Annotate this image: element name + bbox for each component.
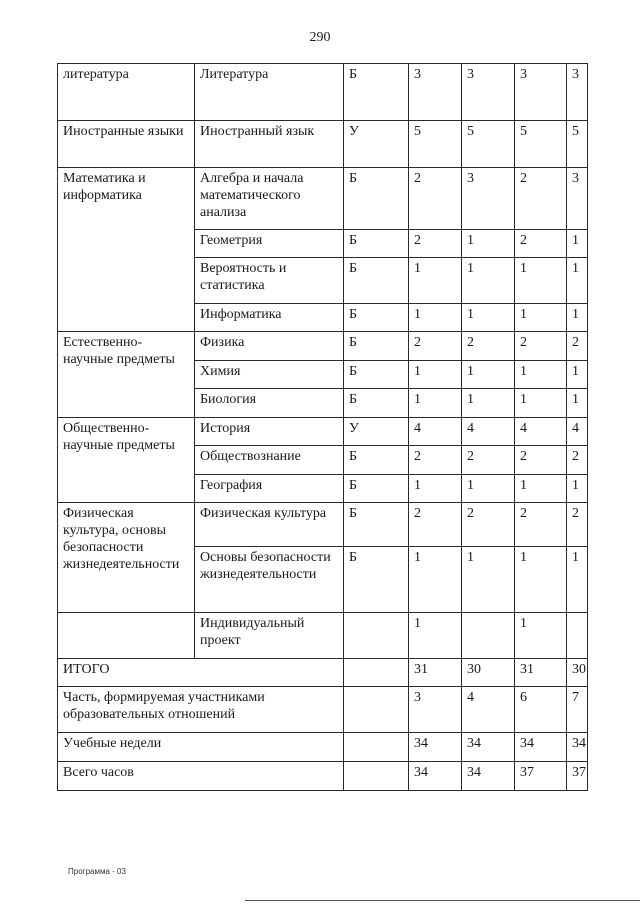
hours-cell-3: 3: [515, 64, 567, 121]
table-row: [58, 503, 588, 547]
level-cell: Б: [344, 547, 409, 613]
hours-cell-4: 1: [567, 547, 588, 613]
hours-cell-3: 1: [515, 475, 567, 503]
hours-cell-1: 1: [409, 547, 462, 613]
hours-cell-4: 2: [567, 503, 588, 547]
subject-cell: Химия: [195, 361, 344, 389]
hours-cell-1: 1: [409, 361, 462, 389]
hours-cell-1: 1: [409, 613, 462, 659]
hours-cell-1: 5: [409, 121, 462, 168]
subject-cell: Основы безопасности жизнедеятельности: [195, 547, 344, 613]
total-cell-4: 34: [567, 733, 588, 762]
level-cell: У: [344, 121, 409, 168]
hours-cell-3: 1: [515, 389, 567, 418]
total-row: [58, 687, 588, 733]
level-cell: У: [344, 418, 409, 446]
hours-cell-4: 1: [567, 230, 588, 258]
hours-cell-3: 1: [515, 361, 567, 389]
hours-cell-1: 2: [409, 332, 462, 361]
hours-cell-1: 1: [409, 475, 462, 503]
table-row: [58, 121, 588, 168]
hours-cell-1: 2: [409, 503, 462, 547]
hours-cell-2: 2: [462, 332, 515, 361]
hours-cell-4: [567, 613, 588, 659]
hours-cell-2: 1: [462, 547, 515, 613]
total-cell-1: 34: [409, 733, 462, 762]
total-row: [58, 733, 588, 762]
subject-cell: Геометрия: [195, 230, 344, 258]
hours-cell-1: 2: [409, 230, 462, 258]
subject-cell: Физическая культура: [195, 503, 344, 547]
total-row: [58, 762, 588, 791]
total-cell-4: 7: [567, 687, 588, 733]
hours-cell-2: 2: [462, 446, 515, 475]
empty-level-cell: [344, 687, 409, 733]
hours-cell-2: 1: [462, 304, 515, 332]
subject-area-cell: Математика и информатика: [58, 168, 195, 332]
total-label: Учебные недели: [58, 733, 344, 762]
hours-cell-2: 1: [462, 361, 515, 389]
level-cell: [344, 613, 409, 659]
level-cell: Б: [344, 503, 409, 547]
empty-level-cell: [344, 659, 409, 687]
table-row: [58, 613, 588, 659]
hours-cell-1: 1: [409, 258, 462, 304]
level-cell: Б: [344, 258, 409, 304]
hours-cell-4: 2: [567, 446, 588, 475]
empty-level-cell: [344, 733, 409, 762]
subject-cell: Физика: [195, 332, 344, 361]
hours-cell-3: 1: [515, 613, 567, 659]
hours-cell-1: 2: [409, 168, 462, 230]
total-cell-1: 3: [409, 687, 462, 733]
hours-cell-4: 4: [567, 418, 588, 446]
subject-cell: Информатика: [195, 304, 344, 332]
total-label: Всего часов: [58, 762, 344, 791]
hours-cell-3: 2: [515, 332, 567, 361]
total-label: Часть, формируемая участниками образовательных отношений: [58, 687, 344, 733]
hours-cell-2: 1: [462, 389, 515, 418]
table-row: [58, 332, 588, 361]
subject-area-cell: Иностранные языки: [58, 121, 195, 168]
hours-cell-3: 1: [515, 304, 567, 332]
level-cell: Б: [344, 304, 409, 332]
table-row: [58, 168, 588, 230]
hours-cell-3: 1: [515, 547, 567, 613]
total-cell-3: 6: [515, 687, 567, 733]
hours-cell-1: 1: [409, 304, 462, 332]
total-cell-3: 37: [515, 762, 567, 791]
hours-cell-2: 3: [462, 168, 515, 230]
subject-cell: Литература: [195, 64, 344, 121]
total-cell-3: 34: [515, 733, 567, 762]
hours-cell-3: 2: [515, 446, 567, 475]
level-cell: Б: [344, 389, 409, 418]
hours-cell-3: 4: [515, 418, 567, 446]
total-cell-1: 31: [409, 659, 462, 687]
hours-cell-3: 2: [515, 168, 567, 230]
total-cell-2: 4: [462, 687, 515, 733]
hours-cell-1: 2: [409, 446, 462, 475]
table-row: [58, 418, 588, 446]
level-cell: Б: [344, 332, 409, 361]
hours-cell-1: 1: [409, 389, 462, 418]
page-number: 290: [309, 30, 331, 45]
hours-cell-2: 1: [462, 475, 515, 503]
subject-area-cell: Общественно-научные предметы: [58, 418, 195, 503]
total-cell-2: 34: [462, 733, 515, 762]
subject-area-cell: Физическая культура, основы безопасности жизнедеятельности: [58, 503, 195, 613]
hours-cell-1: 3: [409, 64, 462, 121]
total-label: ИТОГО: [58, 659, 344, 687]
hours-cell-1: 4: [409, 418, 462, 446]
scan-edge-line: [245, 900, 640, 901]
footer-program-code: Программа - 03: [68, 867, 126, 876]
total-cell-2: 34: [462, 762, 515, 791]
level-cell: Б: [344, 168, 409, 230]
hours-cell-2: 2: [462, 503, 515, 547]
hours-cell-3: 2: [515, 230, 567, 258]
subject-area-cell: литература: [58, 64, 195, 121]
subject-cell: Индивидуальный проект: [195, 613, 344, 659]
curriculum-table: [57, 63, 588, 791]
subject-cell: Обществознание: [195, 446, 344, 475]
level-cell: Б: [344, 475, 409, 503]
hours-cell-2: 4: [462, 418, 515, 446]
hours-cell-3: 5: [515, 121, 567, 168]
subject-area-cell: [58, 613, 195, 659]
level-cell: Б: [344, 230, 409, 258]
hours-cell-3: 2: [515, 503, 567, 547]
total-cell-4: 37: [567, 762, 588, 791]
hours-cell-4: 1: [567, 361, 588, 389]
hours-cell-3: 1: [515, 258, 567, 304]
subject-cell: История: [195, 418, 344, 446]
subject-area-cell: Естественно-научные предметы: [58, 332, 195, 418]
total-cell-4: 30: [567, 659, 588, 687]
table-row: [58, 64, 588, 121]
total-cell-2: 30: [462, 659, 515, 687]
hours-cell-2: [462, 613, 515, 659]
hours-cell-4: 1: [567, 304, 588, 332]
hours-cell-2: 1: [462, 258, 515, 304]
hours-cell-4: 5: [567, 121, 588, 168]
subject-cell: География: [195, 475, 344, 503]
hours-cell-4: 1: [567, 389, 588, 418]
level-cell: Б: [344, 64, 409, 121]
empty-level-cell: [344, 762, 409, 791]
hours-cell-4: 1: [567, 475, 588, 503]
hours-cell-4: 2: [567, 332, 588, 361]
subject-cell: Вероятность и статистика: [195, 258, 344, 304]
subject-cell: Биология: [195, 389, 344, 418]
hours-cell-2: 3: [462, 64, 515, 121]
hours-cell-4: 1: [567, 258, 588, 304]
hours-cell-4: 3: [567, 64, 588, 121]
total-cell-1: 34: [409, 762, 462, 791]
total-row: [58, 659, 588, 687]
hours-cell-2: 1: [462, 230, 515, 258]
hours-cell-4: 3: [567, 168, 588, 230]
level-cell: Б: [344, 361, 409, 389]
subject-cell: Иностранный язык: [195, 121, 344, 168]
total-cell-3: 31: [515, 659, 567, 687]
hours-cell-2: 5: [462, 121, 515, 168]
subject-cell: Алгебра и начала математического анализа: [195, 168, 344, 230]
level-cell: Б: [344, 446, 409, 475]
